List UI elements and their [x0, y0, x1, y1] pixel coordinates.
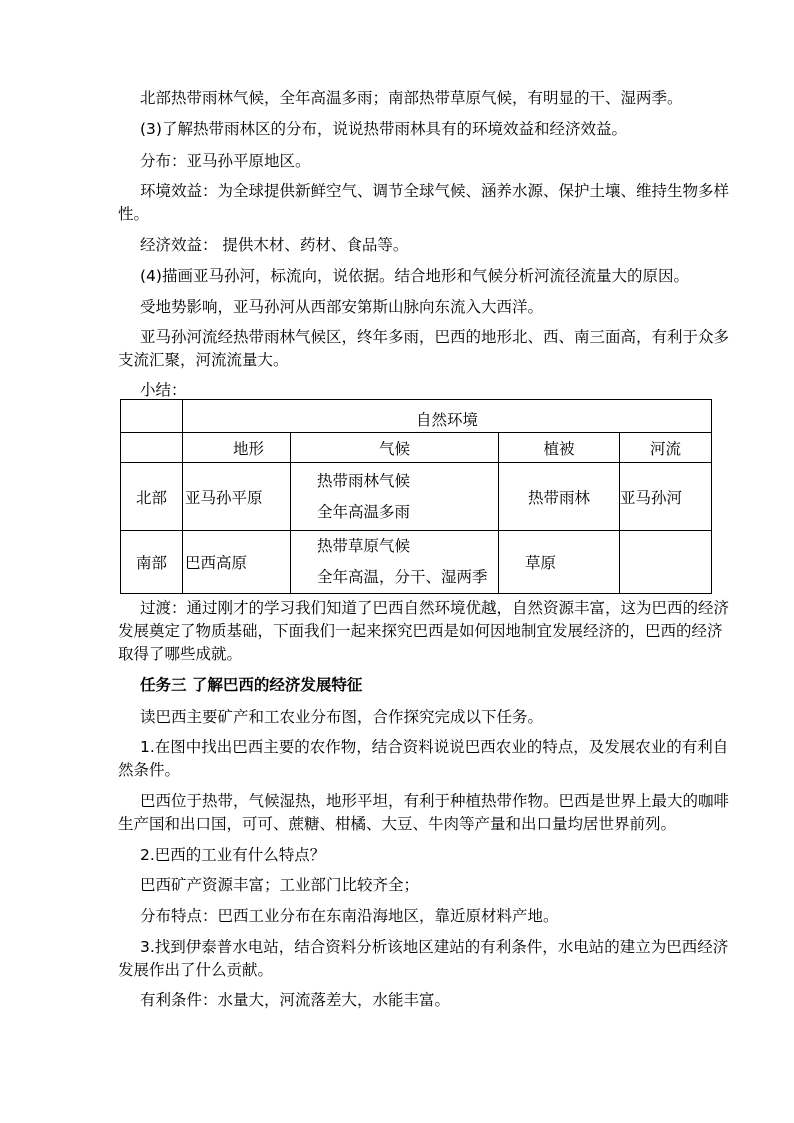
table-header-river: 河流: [620, 433, 712, 463]
paragraph-summary-label: 小结：: [140, 381, 187, 399]
table-cell-vegetation-text: 草原: [525, 554, 557, 572]
table-cell-river: [620, 463, 712, 531]
summary-table: [120, 399, 712, 594]
table-cell-river-text: 亚马孙河: [620, 488, 683, 507]
table-cell-terrain-text: 巴西高原: [185, 554, 248, 572]
table-header-terrain: 地形: [183, 433, 291, 463]
table-cell-climate: [291, 463, 499, 531]
table-cell-vegetation: [499, 531, 620, 594]
paragraph-industry-distribution: 分布特点：巴西工业分布在东南沿海地区，靠近原材料产地。: [140, 907, 559, 925]
paragraph-terrain-influence: 受地势影响，亚马孙河从西部安第斯山脉向东流入大西洋。: [140, 298, 544, 316]
table-cell-climate: [291, 531, 499, 594]
table-row: [121, 531, 712, 594]
paragraph-question-2: 2.巴西的工业有什么特点？: [140, 846, 326, 864]
paragraph-climate: 北部热带雨林气候，全年高温多雨；南部热带草原气候，有明显的干、湿两季。: [140, 89, 683, 107]
table-cell-region: 北部: [121, 463, 183, 531]
table-row: [121, 463, 712, 531]
table-corner-cell: [121, 400, 183, 433]
table-cell-climate-type: 热带草原气候: [317, 537, 411, 555]
table-cell-region: 南部: [121, 531, 183, 594]
paragraph-agriculture-answer: 巴西位于热带，气候湿热，地形平坦，有利于种植热带作物。巴西是世界上最大的咖啡生产国和出口国，可可、蔗糖、柑橘、大豆、牛肉等产量和出口量均居世界前列。: [118, 792, 730, 833]
paragraph-question-1: 1.在图中找出巴西主要的农作物，结合资料说说巴西农业的特点，及发展农业的有利自然条件。: [118, 738, 729, 779]
table-cell-terrain: [183, 463, 291, 531]
paragraph-favorable-conditions: 有利条件：水量大，河流落差大，水能丰富。: [140, 991, 451, 1009]
table-header-blank: [121, 433, 183, 463]
table-cell-terrain: [183, 531, 291, 594]
table-row: [121, 433, 712, 463]
table-group-header: 自然环境: [183, 400, 712, 433]
table-cell-vegetation: 热带雨林: [499, 463, 620, 531]
section-heading-task-3: 任务三 了解巴西的经济发展特征: [140, 676, 363, 694]
paragraph-instructions: 读巴西主要矿产和工农业分布图，合作探究完成以下任务。: [140, 708, 544, 726]
paragraph-distribution: 分布：亚马孙平原地区。: [140, 152, 311, 170]
table-header-vegetation: 植被: [499, 433, 620, 463]
paragraph-economic-benefit: 经济效益： 提供木材、药材、食品等。: [140, 236, 409, 254]
paragraph-environmental-benefit: 环境效益：为全球提供新鲜空气、调节全球气候、涵养水源、保护土壤、维持生物多样性。: [118, 182, 730, 223]
table-cell-river: [620, 531, 712, 594]
table-cell-terrain-text: 亚马孙平原: [185, 488, 263, 507]
table-cell-climate-feature: 全年高温多雨: [317, 502, 411, 521]
paragraph-transition: 过渡：通过刚才的学习我们知道了巴西自然环境优越，自然资源丰富，这为巴西的经济发展奠定了物质基础，下面我们一起来探究巴西是如何因地制宜发展经济的，巴西的经济取得了哪些成就。: [118, 599, 730, 663]
table-row: [121, 400, 712, 433]
paragraph-industry-answer: 巴西矿产资源丰富；工业部门比较齐全；: [140, 876, 420, 894]
paragraph-question-4: (4)描画亚马孙河，标流向，说依据。结合地形和气候分析河流径流量大的原因。: [140, 267, 689, 285]
table-cell-climate-feature: 全年高温，分干、湿两季: [317, 568, 488, 586]
table-cell-climate-type: 热带雨林气候: [317, 471, 411, 490]
paragraph-question-3: (3)了解热带雨林区的分布，说说热带雨林具有的环境效益和经济效益。: [140, 120, 627, 138]
paragraph-question-3-hydro: 3.找到伊泰普水电站，结合资料分析该地区建站的有利条件，水电站的建立为巴西经济发展作出了什么贡献。: [118, 938, 729, 979]
paragraph-river-flow: 亚马孙河流经热带雨林气候区，终年多雨，巴西的地形北、西、南三面高，有利于众多支流汇聚，河流流量大。: [118, 328, 730, 369]
table-header-climate: 气候: [291, 433, 499, 463]
